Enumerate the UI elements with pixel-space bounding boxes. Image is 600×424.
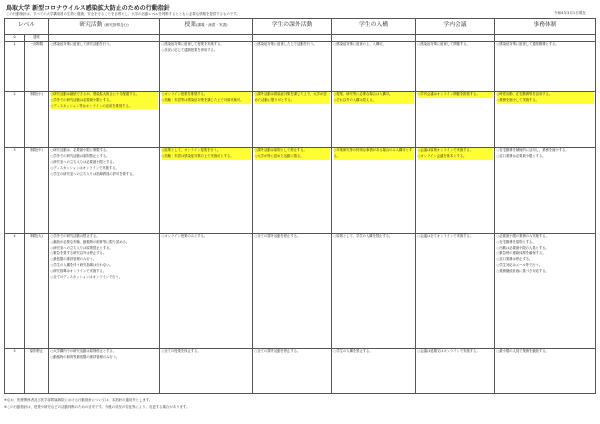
note-disclaimer: ※この行動指針は、授業や研究などの活動判断のための目安です。今後の状況の変化等により、変更する場合があります。 [4,405,190,409]
cell-extra [253,348,332,393]
cell-line: ○感染症対策に留意の上、入構可。 [333,42,386,47]
cell-line: ○研究活動は、必要最小限に制限する。 [50,148,110,153]
cell-line: ○大学構内での研究活動は原則停止とする。 [50,348,117,353]
header-research-sub: (研究指導含む) [104,23,129,28]
cell-entry [332,42,416,92]
cell-line: ○研究室への立ち入りは原則禁止とする。 [50,245,113,250]
cell-line: ○時差出勤、在宅勤務等を活用する。 [497,92,594,98]
level-name: 原則停止 [25,348,49,393]
cell-entry [332,92,416,148]
level-row-2 [5,92,596,148]
cell-line: ○実験・実習等は感染症対策を講じた上で対面実施可。 [162,98,251,104]
header-level: レベル [5,19,49,35]
cell-classes [160,233,253,348]
cell-line: ○全ての授業を休止する。 [161,348,201,353]
cell-line: ○業務を縮小して実施する。 [497,98,594,104]
cell-line: ○学生対応はメール等で行う。 [496,262,543,267]
cell-meetings [416,148,495,234]
cell-line: ○学生の入構を伴う研究指導は行わない。 [50,262,113,267]
cell-line: ○課外活動は原則として停止する。 [255,148,330,154]
level-name: 制限(大) [25,233,49,348]
cell-classes [160,92,253,148]
page-subtitle: この行動指針は、すべての大学構成員の生命と健康、安全を守ることを目的とし、大学の活動レベルを判断するとともに必要な情報を提供するものです。 [6,12,240,16]
cell-line: ○必要最小限の業務のみ実施する。 [496,233,549,238]
cell-line: ○感染症対策に留意して開催する。 [417,42,470,47]
cell-line: ○最低限の維持管理のみ行う。 [50,257,97,262]
effective-date: 令和4年3月1日現在 [553,11,586,15]
cell-line: ○全てのディスカッションはオンラインで行う。 [50,274,123,279]
cell-line: ○ディスカッションはオンラインで実施する。 [50,165,119,170]
cell-line: ○オンライン授業を推奨する。 [162,92,251,98]
cell-line: ○会議は延期又はオンラインで実施する。 [417,348,480,353]
level-row-4 [5,233,596,348]
cell-extra [253,34,332,42]
cell-line: ○全ての課外活動を停止する。 [254,348,301,353]
cell-line: ○それ以外の入構は控える。 [334,98,414,104]
cell-extra [253,42,332,92]
cell-line: ○原則として、オンライン授業を行う。 [162,148,251,154]
cell-extra [253,92,332,148]
level-number: 1 [5,42,25,92]
cell-line: ○在宅勤務を積極的に活用し、業務を縮小する。 [496,148,569,153]
cell-classes [160,42,253,92]
cell-line: ○窓口業務は必要最小限とする。 [496,154,546,159]
level-number: 4 [5,233,25,348]
cell-meetings [416,92,495,148]
cell-line: ○オンライン授業のみとする。 [161,233,208,238]
cell-line: ○実験・実習は感染症対策の上で実施可とする。 [162,154,251,160]
cell-research [49,92,160,148]
cell-line: ○継続が必要な実験、動植物の飼育等に限り認める。 [50,239,130,244]
cell-entry [332,148,416,234]
cell-line: ○学生の入構を禁止する。 [333,348,373,353]
header-entry: 学生の入構 [332,19,416,35]
cell-classes [160,148,253,234]
cell-line: ○感染症対策に留意した上で活動を行う。 [254,42,317,47]
cell-admin [495,34,596,42]
level-row-1 [5,42,596,92]
header-classes: 授業(講義・演習・実習) [160,19,253,35]
cell-line: ○大学が特に認めた活動に限る。 [255,154,330,160]
cell-admin [495,148,596,234]
header-admin: 事務体制 [495,19,596,35]
cell-meetings [416,348,495,393]
level-number: 5 [5,348,25,393]
cell-line: ○課外活動は感染症対策を講じた上で、大学が認めた活動に限り可とする。 [255,92,330,104]
cell-line: ○学生の研究室への立ち入りは指導教員の許可を要する。 [50,171,136,176]
cell-line: ○感染症対策に留意して授業を実施する。 [161,42,224,47]
cell-line: ○研究室への立ち入りは必要最小限とする。 [50,159,117,164]
cell-entry [332,348,416,393]
cell-line: ○感染症対策に留意して研究活動を行う。 [50,42,113,47]
cell-line: ○授業、研究等に必要な場合は入構可。 [334,92,414,98]
cell-admin [495,233,596,348]
cell-research [49,233,160,348]
level-row-0 [5,34,596,42]
cell-line: ○ディスカッション等はオンラインの活用を推奨する。 [51,104,158,110]
cell-line: ○緊急を要する研究以外は停止する。 [50,251,107,256]
header-classes-sub: (講義・演習・実習) [196,23,228,28]
header-meetings: 学内会議 [416,19,495,35]
cell-line: ○研究指導はオンラインで実施する。 [50,268,107,273]
cell-line: ○在宅勤務を原則とする。 [496,239,536,244]
cell-line: ○卒業研究等の特別な事情がある場合のみ入構可とする。 [333,148,413,159]
note-medical: ※なお、医療関係者及び医学部附属病院における行動指針については、本指針の適用外とします。 [4,398,153,402]
level-name: 制限(中) [25,148,49,234]
cell-classes [160,348,253,393]
cell-classes [160,34,253,42]
cell-line: ○会議は原則オンラインで実施する。 [418,148,493,154]
header-research: 研究活動 (研究指導含む) [49,19,160,35]
cell-extra [253,148,332,234]
level-name: 制限(小) [25,92,49,148]
cell-research [49,34,160,42]
level-row-3 [5,148,596,234]
cell-line: ○会議は全てオンラインで実施する。 [417,233,474,238]
cell-research [49,148,160,234]
level-number: 3 [5,148,25,234]
cell-admin [495,92,596,148]
cell-admin [495,348,596,393]
cell-line: ○原則として、学生の入構を禁止する。 [333,233,393,238]
cell-entry [332,233,416,348]
cell-line: ○学外での研究活動は原則禁止とする。 [50,154,110,159]
cell-line: ○オンライン会議を基本とする。 [418,154,493,160]
level-row-5 [5,348,596,393]
header-row [5,19,596,35]
cell-line: ○感染症対策に留意して通常勤務とする。 [496,42,559,47]
cell-research [49,42,160,92]
header-extracurricular: 学生の課外活動 [253,19,332,35]
cell-admin [495,42,596,92]
cell-line: ○学外での研究活動は必要最小限とする。 [51,98,158,104]
cell-line: ○業務継続計画に基づき対応する。 [496,268,549,273]
cell-meetings [416,34,495,42]
page-title: 鳥取大学 新型コロナウイルス感染拡大防止のための行動指針 [6,5,170,12]
cell-line: ○研究活動は継続できるが、感染拡大防止に十分配慮する。 [51,92,158,98]
cell-line: ○学外での研究活動は禁止する。 [50,233,100,238]
cell-extra [253,233,332,348]
cell-research [49,348,160,393]
cell-line: ○状況に応じて遠隔授業を併用する。 [161,48,218,53]
cell-line: ○窓口業務は停止する。 [496,257,533,262]
cell-line: ○全ての課外活動を停止する。 [254,233,301,238]
level-number: 0 [5,34,25,42]
cell-line: ○学内会議はオンライン開催を推奨する。 [418,92,493,98]
cell-line: ○最小限の人員で業務を継続する。 [496,348,549,353]
cell-line: ○緊急時の連絡体制を確保する。 [496,251,546,256]
cell-meetings [416,42,495,92]
cell-line: ○動植物の飼育等最低限の維持管理のみ行う。 [50,354,120,359]
cell-entry [332,34,416,42]
level-name: 通常 [25,34,49,42]
level-number: 2 [5,92,25,148]
cell-meetings [416,233,495,348]
level-name: 一部制限 [25,42,49,92]
cell-line: ○出勤は必要最小限の人員とする。 [496,245,549,250]
guideline-table [4,18,596,394]
